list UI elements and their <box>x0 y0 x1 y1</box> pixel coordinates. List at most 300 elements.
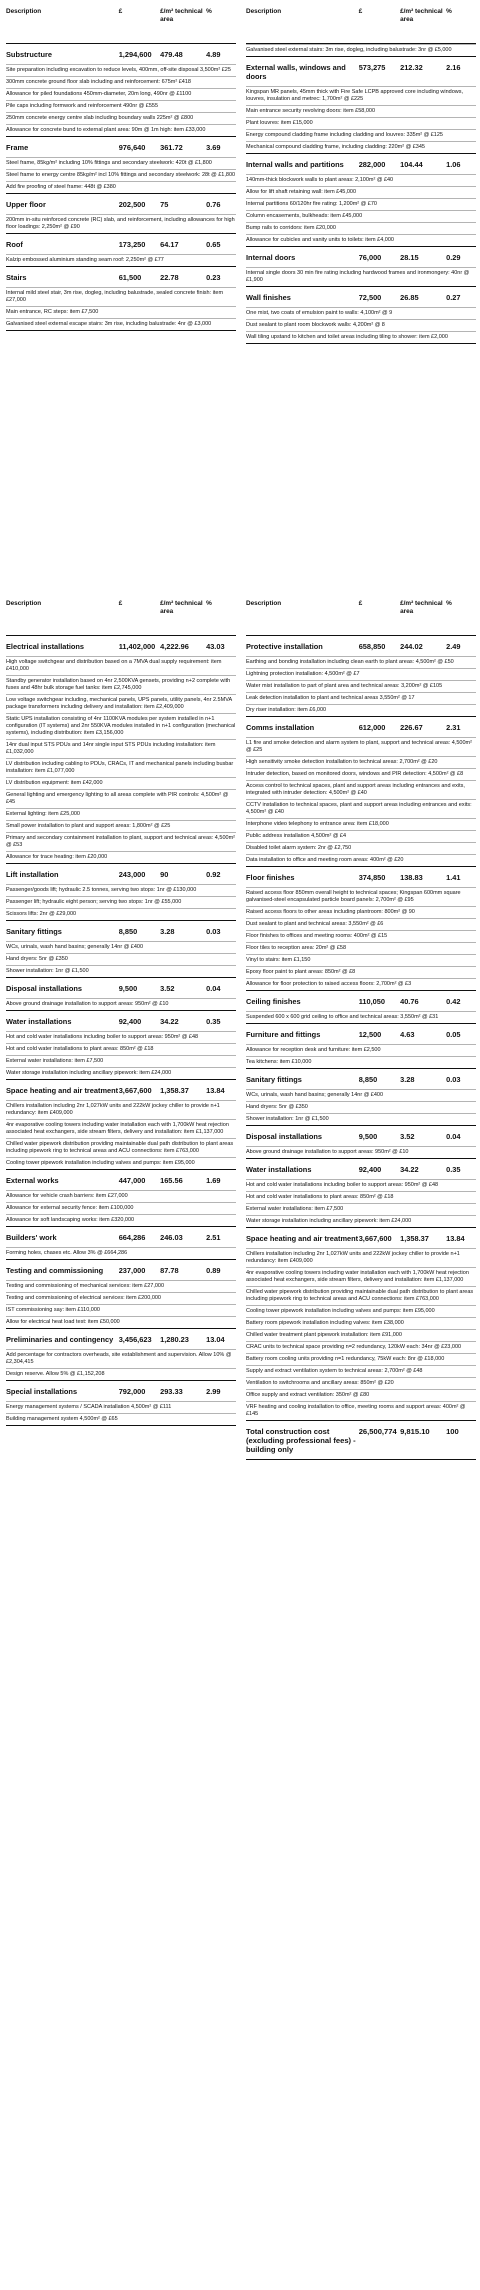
section-sanitary-fittings <box>246 1069 476 1126</box>
line-item: Chillers installation including 2nr 1,027kW units and 222kW jockey chiller to provide n+1 redundancy: item £409,000 <box>246 1248 476 1267</box>
line-item: Kalzip embossed aluminium standing seam roof: 2,250m² @ £77 <box>6 254 236 266</box>
section-cost: 3,667,600 <box>118 1086 152 1095</box>
line-item: 200mm in-situ reinforced concrete (RC) slab, and reinforcement, including allowances for high floor loadings: 2,250m² @ £90 <box>6 214 236 233</box>
section-rate: 28.15 <box>400 253 419 262</box>
section-name: Preliminaries and contingency <box>6 1335 114 1344</box>
section-percent: 0.03 <box>446 1075 461 1084</box>
section-water-installations <box>6 1011 236 1080</box>
section-summary-row <box>6 1011 236 1031</box>
section-ceiling-finishes <box>246 991 476 1024</box>
line-item: Battery room cooling units providing n=1 redundancy, 75kW each: 8nr @ £18,000 <box>246 1353 476 1365</box>
line-item: Mechanical compound cladding frame, including cladding: 220m² @ £345 <box>246 141 476 153</box>
section-summary-row <box>246 247 476 267</box>
section-water-installations <box>246 1159 476 1228</box>
section-rate: 64.17 <box>160 240 179 249</box>
section-cost: 374,850 <box>358 873 386 882</box>
line-item: Allowance for floor protection to raised access floors: 2,700m² @ £3 <box>246 978 476 990</box>
section-rate: 34.22 <box>400 1165 419 1174</box>
line-item: Steel frame, 85kg/m² including 10% fittings and secondary steelwork: 420t @ £1,800 <box>6 157 236 169</box>
section-cost: 8,850 <box>118 927 138 936</box>
section-percent: 0.27 <box>446 293 461 302</box>
section-name: Sanitary fittings <box>246 1075 302 1084</box>
line-item: Hand dryers: 5nr @ £350 <box>246 1101 476 1113</box>
block-2-right-column <box>246 592 476 1460</box>
line-item: General lighting and emergency lighting to all areas complete with PIR controls: 4,500m² @ £45 <box>6 789 236 808</box>
section-name: Frame <box>6 143 29 152</box>
section-rate: 293.33 <box>160 1387 183 1396</box>
section-summary-row <box>246 1421 476 1459</box>
section-name: Testing and commissioning <box>6 1266 104 1275</box>
section-cost: 9,500 <box>118 984 138 993</box>
line-item: LV distribution equipment: item £42,000 <box>6 777 236 789</box>
section-cost: 3,667,600 <box>358 1234 392 1243</box>
section-name: Water installations <box>246 1165 312 1174</box>
section-furniture-and-fittings <box>246 1024 476 1069</box>
section-rate: 90 <box>160 870 169 879</box>
section-rate: 34.22 <box>160 1017 179 1026</box>
section-percent: 0.35 <box>446 1165 461 1174</box>
header-rate: £/m² technical area <box>160 600 203 615</box>
section-continued <box>246 44 476 57</box>
section-summary-row <box>246 1159 476 1179</box>
header-percent: % <box>446 600 452 607</box>
section-name: Electrical installations <box>6 642 85 651</box>
section-cost: 202,500 <box>118 200 146 209</box>
header-cost: £ <box>118 600 123 607</box>
line-item: Raised access floors to other areas including plantroom: 800m² @ 90 <box>246 906 476 918</box>
line-item: Bump rails to corridors: item £20,000 <box>246 222 476 234</box>
section-summary-row <box>6 864 236 884</box>
line-item: 300mm concrete ground floor slab including and reinforcement: 675m² £418 <box>6 76 236 88</box>
line-item: Add fire proofing of steel frame: 448t @ £380 <box>6 181 236 193</box>
line-item: Galvanised steel external escape stairs: 3m rise, including balustrade: 4nr @ £3,000 <box>6 318 236 330</box>
section-percent: 43.03 <box>206 642 225 651</box>
section-name: Disposal installations <box>6 984 82 993</box>
section-summary-row <box>6 1329 236 1349</box>
table-header <box>6 0 236 44</box>
section-name: Builders' work <box>6 1233 57 1242</box>
section-percent: 0.92 <box>206 870 221 879</box>
section-summary-row <box>6 1080 236 1100</box>
line-item: Battery room pipework installation including valves: item £38,000 <box>246 1317 476 1329</box>
line-item: Static UPS installation consisting of 4nr 1100KVA modules per system installed in n+1 configuration (IT systems) and 2nr 550KVA modules installed in n+1 configuration (mechanical systems), including distribution: item £3,156,000 <box>6 713 236 739</box>
header-cost: £ <box>118 8 123 15</box>
line-item: Intruder detection, based on monitored doors, windows and PIR detection: 4,500m² @ £8 <box>246 768 476 780</box>
section-percent: 4.89 <box>206 50 221 59</box>
section-floor-finishes <box>246 867 476 991</box>
section-percent: 100 <box>446 1427 459 1436</box>
section-percent: 3.69 <box>206 143 221 152</box>
line-item: 140mm-thick blockwork walls to plant areas: 2,100m² @ £40 <box>246 174 476 186</box>
section-percent: 0.42 <box>446 997 461 1006</box>
line-item: CCTV installation to technical spaces, plant and support areas including entrances and exits: 4,500m² @ £40 <box>246 799 476 818</box>
section-disposal-installations <box>6 978 236 1011</box>
line-item: Ventilation to switchrooms and ancillary areas: 850m² @ £20 <box>246 1377 476 1389</box>
line-item: Allowance for trace heating: item £20,000 <box>6 851 236 863</box>
table-header <box>246 0 476 44</box>
line-item: WCs, urinals, wash hand basins; generally 14nr @ £400 <box>6 941 236 953</box>
line-item: Add percentage for contractors overheads, site establishment and supervision. Allow 10% @ £2,304,415 <box>6 1349 236 1368</box>
line-item: Shower installation: 1nr @ £1,500 <box>246 1113 476 1125</box>
line-item: Chilled water treatment plant pipework installation: item £91,000 <box>246 1329 476 1341</box>
section-summary-row <box>6 1260 236 1280</box>
line-item: VRF heating and cooling installation to office, meeting rooms and support areas: 400m² @ £145 <box>246 1401 476 1420</box>
section-name: Sanitary fittings <box>6 927 62 936</box>
line-item: Chilled water pipework distribution providing maintainable dual path distribution to plant areas including pipework ring to technical areas and ACU connections: item £763,000 <box>6 1138 236 1157</box>
block-1-left-column <box>6 0 236 331</box>
section-summary-row <box>6 1170 236 1190</box>
line-item: Allowance for cubicles and vanity units to toilets: item £4,000 <box>246 234 476 246</box>
section-rate: 212.32 <box>400 63 423 72</box>
section-percent: 0.89 <box>206 1266 221 1275</box>
header-rate: £/m² technical area <box>160 8 203 23</box>
section-name: Wall finishes <box>246 293 291 302</box>
line-item: Interphone video telephony to entrance area: item £18,000 <box>246 818 476 830</box>
header-percent: % <box>206 600 212 607</box>
table-header <box>6 592 236 636</box>
section-name: Space heating and air treatment <box>246 1234 359 1243</box>
line-item: High sensitivity smoke detection installation to technical areas: 2,700m² @ £20 <box>246 756 476 768</box>
section-rate: 104.44 <box>400 160 423 169</box>
line-item: Testing and commissioning of mechanical services: item £27,000 <box>6 1280 236 1292</box>
section-name: Internal walls and partitions <box>246 160 344 169</box>
block-1-right-column <box>246 0 476 344</box>
line-item: Dust sealant to plant and technical areas: 3,550m² @ £6 <box>246 918 476 930</box>
line-item: Earthing and bonding installation including clean earth to plant areas: 4,500m² @ £50 <box>246 656 476 668</box>
section-rate: 226.67 <box>400 723 423 732</box>
section-name: Space heating and air treatment <box>6 1086 119 1095</box>
section-percent: 13.84 <box>206 1086 225 1095</box>
line-item: Hot and cold water installations including boiler to support areas: 950m² @ £48 <box>6 1031 236 1043</box>
header-cost: £ <box>358 600 363 607</box>
line-item: External lighting: item £25,000 <box>6 808 236 820</box>
header-percent: % <box>446 8 452 15</box>
line-item: Small power installation to plant and support areas: 1,800m² @ £25 <box>6 820 236 832</box>
line-item: Passenger/goods lift; hydraulic 2.5 tonnes, serving two stops: 1nr @ £130,000 <box>6 884 236 896</box>
section-summary-row <box>6 921 236 941</box>
line-item: Public address installation 4,500m² @ £4 <box>246 830 476 842</box>
section-rate: 26.85 <box>400 293 419 302</box>
section-preliminaries-and-contingency <box>6 1329 236 1381</box>
section-total-construction-cost-excluding-professional-fees-building-only <box>246 1421 476 1460</box>
section-name: External walls, windows and doors <box>246 63 346 81</box>
line-item: Allowance for concrete bund to external plant area: 90m @ 1m high: item £33,000 <box>6 124 236 136</box>
section-cost: 173,250 <box>118 240 146 249</box>
section-summary-row <box>246 1069 476 1089</box>
line-item: Supply and extract ventilation system to technical areas: 2,700m² @ £48 <box>246 1365 476 1377</box>
line-item: Cooling tower pipework installation including valves and pumps: item £95,000 <box>6 1157 236 1169</box>
section-name: Comms installation <box>246 723 315 732</box>
section-cost: 9,500 <box>358 1132 378 1141</box>
line-item: Disabled toilet alarm system: 2nr @ £2,750 <box>246 842 476 854</box>
section-percent: 0.03 <box>206 927 221 936</box>
line-item: Chillers installation including 2nr 1,027kW units and 222kW jockey chiller to provide n+1 redundancy: item £409,000 <box>6 1100 236 1119</box>
section-rate: 1,280.23 <box>160 1335 189 1344</box>
section-rate: 22.78 <box>160 273 179 282</box>
header-description: Description <box>6 600 42 607</box>
section-summary-row <box>246 154 476 174</box>
section-name: Disposal installations <box>246 1132 322 1141</box>
section-rate: 138.83 <box>400 873 423 882</box>
section-summary-row <box>246 867 476 887</box>
table-header <box>246 592 476 636</box>
section-cost: 243,000 <box>118 870 146 879</box>
section-special-installations <box>6 1381 236 1426</box>
section-percent: 13.84 <box>446 1234 465 1243</box>
section-cost: 26,500,774 <box>358 1427 397 1436</box>
section-electrical-installations <box>6 636 236 864</box>
section-summary-row <box>246 1228 476 1248</box>
section-rate: 361.72 <box>160 143 183 152</box>
section-percent: 0.05 <box>446 1030 461 1039</box>
section-cost: 237,000 <box>118 1266 146 1275</box>
section-summary-row <box>6 1381 236 1401</box>
block-2-left-column <box>6 592 236 1426</box>
line-item: Internal mild steel stair, 3m rise, dogleg, including balustrade, sealed concrete finish: item £27,000 <box>6 287 236 306</box>
line-item: Hot and cold water installations including boiler to support areas: 950m² @ £48 <box>246 1179 476 1191</box>
section-cost: 110,050 <box>358 997 385 1006</box>
line-item: Floor finishes to offices and meeting rooms: 400m² @ £15 <box>246 930 476 942</box>
line-item: LV distribution including cabling to PDUs, CRACs, IT and mechanical panels including busbar installation: item £1,077,000 <box>6 758 236 777</box>
section-name: Special installations <box>6 1387 78 1396</box>
line-item: 250mm concrete energy centre slab including boundary walls 225m² @ £800 <box>6 112 236 124</box>
line-item: Steel frame to energy centre 85kg/m² incl 10% fittings and secondary steelwork: 28t @ £1,800 <box>6 169 236 181</box>
header-rate: £/m² technical area <box>400 600 443 615</box>
section-cost: 447,000 <box>118 1176 146 1185</box>
section-cost: 92,400 <box>358 1165 382 1174</box>
section-summary-row <box>246 287 476 307</box>
section-rate: 40.76 <box>400 997 419 1006</box>
line-item: Above ground drainage installation to support areas: 950m² @ £10 <box>6 998 236 1010</box>
line-item: Internal partitions 60/120hr fire rating: 1,200m² @ £70 <box>246 198 476 210</box>
line-item: Hand dryers: 5nr @ £350 <box>6 953 236 965</box>
line-item: Scissors lifts: 2nr @ £29,000 <box>6 908 236 920</box>
line-item: Standby generator installation based on 4nr 2,500KVA gensets, providing n+2 complete with fuses and 48hr bulk storage fuel tanks: item £2,745,000 <box>6 675 236 694</box>
section-cost: 8,850 <box>358 1075 378 1084</box>
line-item: IST commissioning say: item £110,000 <box>6 1304 236 1316</box>
section-percent: 0.23 <box>206 273 221 282</box>
section-cost: 92,400 <box>118 1017 142 1026</box>
line-item: Office supply and extract ventilation: 350m² @ £80 <box>246 1389 476 1401</box>
section-rate: 165.56 <box>160 1176 183 1185</box>
line-item: Low voltage switchgear including, mechanical panels, UPS panels, utility panels, 4nr 2.5MVA package transformers including delivery and installation: item £2,409,000 <box>6 694 236 713</box>
section-percent: 0.29 <box>446 253 461 262</box>
section-cost: 76,000 <box>358 253 382 262</box>
section-name: Lift installation <box>6 870 59 879</box>
section-upper-floor <box>6 194 236 234</box>
section-substructure <box>6 44 236 137</box>
section-rate: 4.63 <box>400 1030 415 1039</box>
line-item: Column encasements, bulkheads: item £45,000 <box>246 210 476 222</box>
line-item: 4nr evaporative cooling towers including water installation each with 1,700kW heat rejection associated heat exchangers, side stream filters, delivery and installation: item £1,137,000 <box>246 1267 476 1286</box>
section-summary-row <box>6 44 236 64</box>
section-summary-row <box>246 636 476 656</box>
line-item: Water storage installation including ancillary pipework: item £24,000 <box>246 1215 476 1227</box>
section-percent: 0.35 <box>206 1017 221 1026</box>
line-item: 4nr evaporative cooling towers including water installation each with 1,700kW heat rejection associated heat exchangers, side stream filters, delivery and installation: item £1,137,000 <box>6 1119 236 1138</box>
section-cost: 12,500 <box>358 1030 382 1039</box>
line-item: Hot and cold water installations to plant areas: 850m² @ £18 <box>246 1191 476 1203</box>
line-item: Internal single doors 30 min fire rating including hardwood frames and ironmongery: 40nr @ £1,900 <box>246 267 476 286</box>
section-summary-row <box>6 1227 236 1247</box>
line-item: Allowance for external security fence: item £100,000 <box>6 1202 236 1214</box>
section-sanitary-fittings <box>6 921 236 978</box>
section-cost: 658,850 <box>358 642 386 651</box>
section-summary-row <box>6 978 236 998</box>
section-comms-installation <box>246 717 476 867</box>
line-item: Water storage installation including ancillary pipework: item £24,000 <box>6 1067 236 1079</box>
section-rate: 3.28 <box>160 927 175 936</box>
header-rate: £/m² technical area <box>400 8 443 23</box>
section-percent: 1.06 <box>446 160 461 169</box>
section-name: Upper floor <box>6 200 46 209</box>
section-cost: 664,286 <box>118 1233 146 1242</box>
line-item: Suspended 600 x 600 grid ceiling to office and technical areas: 3,550m² @ £31 <box>246 1011 476 1023</box>
line-item: Energy management systems / SCADA installation 4,500m² @ £111 <box>6 1401 236 1413</box>
line-item: Hot and cold water installations to plant areas: 850m² @ £18 <box>6 1043 236 1055</box>
section-name: External works <box>6 1176 59 1185</box>
section-name: Stairs <box>6 273 27 282</box>
section-wall-finishes <box>246 287 476 344</box>
line-item: Above ground drainage installation to support areas: 950m² @ £10 <box>246 1146 476 1158</box>
section-name: Floor finishes <box>246 873 295 882</box>
section-percent: 2.31 <box>446 723 461 732</box>
section-percent: 2.99 <box>206 1387 221 1396</box>
section-rate: 3.28 <box>400 1075 415 1084</box>
section-frame <box>6 137 236 194</box>
line-item: Building management system 4,500m² @ £65 <box>6 1413 236 1425</box>
line-item: External water installations: item £7,500 <box>6 1055 236 1067</box>
line-item: Leak detection installation to plant and technical areas 3,550m² @ 17 <box>246 692 476 704</box>
header-description: Description <box>246 600 282 607</box>
line-item: Pile caps including formwork and reinforcement 490nr @ £555 <box>6 100 236 112</box>
line-item: Data installation to office and meeting room areas: 400m² @ £20 <box>246 854 476 866</box>
section-testing-and-commissioning <box>6 1260 236 1329</box>
section-space-heating-and-air-treatment <box>6 1080 236 1170</box>
section-external-works <box>6 1170 236 1227</box>
line-item: Shower installation: 1nr @ £1,500 <box>6 965 236 977</box>
line-item: Primary and secondary containment installation to plant, support and technical areas: 4,500m² @ £53 <box>6 832 236 851</box>
section-percent: 0.65 <box>206 240 221 249</box>
line-item: L1 fire and smoke detection and alarm system to plant, support and technical areas: 4,500m² @ £25 <box>246 737 476 756</box>
line-item: Access control to technical spaces, plant and support areas including entrances and exits, integrated with intruder detection: 4,500m² @ £40 <box>246 780 476 799</box>
line-item: Allowance for reception desk and furniture: item £2,500 <box>246 1044 476 1056</box>
line-item: WCs, urinals, wash hand basins; generally 14nr @ £400 <box>246 1089 476 1101</box>
section-protective-installation <box>246 636 476 717</box>
section-percent: 2.51 <box>206 1233 221 1242</box>
section-cost: 282,000 <box>358 160 386 169</box>
line-item: One mist, two coats of emulsion paint to walls: 4,100m² @ 9 <box>246 307 476 319</box>
section-space-heating-and-air-treatment <box>246 1228 476 1421</box>
line-item: Tea kitchens: item £10,000 <box>246 1056 476 1068</box>
line-item: External water installations: item £7,500 <box>246 1203 476 1215</box>
line-item: High voltage switchgear and distribution based on a 7MVA dual supply requirement: item £410,000 <box>6 656 236 675</box>
section-cost: 3,456,623 <box>118 1335 152 1344</box>
section-rate: 9,815.10 <box>400 1427 430 1436</box>
section-roof <box>6 234 236 267</box>
line-item: CRAC units to technical space providing n=2 redundancy, 120kW each: 34nr @ £23,000 <box>246 1341 476 1353</box>
section-rate: 87.78 <box>160 1266 179 1275</box>
line-item: Chilled water pipework distribution providing maintainable dual path distribution to plant areas including pipework ring to technical areas and ACU connections: item £763,000 <box>246 1286 476 1305</box>
line-item: Galvanised steel external stairs: 3m rise, dogleg, including balustrade: 3nr @ £5,000 <box>246 44 476 56</box>
section-rate: 4,222.96 <box>160 642 189 651</box>
section-name: Furniture and fittings <box>246 1030 321 1039</box>
line-item: Lightning protection installation: 4,500m² @ £7 <box>246 668 476 680</box>
section-name: Internal doors <box>246 253 296 262</box>
section-cost: 976,640 <box>118 143 146 152</box>
section-name: Total construction cost (excluding professional fees) - building only <box>246 1427 356 1454</box>
section-summary-row <box>6 267 236 287</box>
line-item: Energy compound cladding frame including cladding and louvres: 335m² @ £125 <box>246 129 476 141</box>
section-summary-row <box>246 1126 476 1146</box>
section-cost: 11,402,000 <box>118 642 156 651</box>
section-name: Water installations <box>6 1017 72 1026</box>
section-cost: 72,500 <box>358 293 382 302</box>
line-item: Forming holes, chases etc. Allow 3% @ £664,286 <box>6 1247 236 1259</box>
header-percent: % <box>206 8 212 15</box>
line-item: Vinyl to stairs: item £1,150 <box>246 954 476 966</box>
section-rate: 1,358.37 <box>400 1234 429 1243</box>
line-item: Main entrance security revolving doors: item £58,000 <box>246 105 476 117</box>
header-cost: £ <box>358 8 363 15</box>
line-item: Allow for electrical heat load test: item £50,000 <box>6 1316 236 1328</box>
line-item: Passenger lift; hydraulic eight person; serving two stops: 1nr @ £55,000 <box>6 896 236 908</box>
line-item: Raised access floor 850mm overall height to technical spaces; Kingspan 600mm square galvanised-steel encapsulated particle board panels: 2,700m² @ £95 <box>246 887 476 906</box>
section-percent: 0.04 <box>206 984 221 993</box>
line-item: Kingspan MR panels, 45mm thick with Fire Safe LCPB approved core including windows, louvres, insulation and metrec: 1,700m² @ £225 <box>246 86 476 105</box>
section-internal-doors <box>246 247 476 287</box>
section-disposal-installations <box>246 1126 476 1159</box>
section-percent: 2.16 <box>446 63 461 72</box>
section-percent: 13.04 <box>206 1335 225 1344</box>
section-rate: 244.02 <box>400 642 423 651</box>
section-rate: 246.03 <box>160 1233 183 1242</box>
section-name: Substructure <box>6 50 52 59</box>
section-rate: 3.52 <box>400 1132 415 1141</box>
section-name: Ceiling finishes <box>246 997 301 1006</box>
section-summary-row <box>6 137 236 157</box>
line-item: Cooling tower pipework installation including valves and pumps: item £95,000 <box>246 1305 476 1317</box>
section-name: Protective installation <box>246 642 323 651</box>
header-description: Description <box>246 8 282 15</box>
line-item: Site preparation including excavation to reduce levels, 400mm, off-site disposal 3,500m² £25 <box>6 64 236 76</box>
section-name: Roof <box>6 240 23 249</box>
section-rate: 3.52 <box>160 984 175 993</box>
line-item: Allowance for vehicle crash barriers: item £27,000 <box>6 1190 236 1202</box>
section-summary-row <box>246 1024 476 1044</box>
section-rate: 479.48 <box>160 50 183 59</box>
section-rate: 1,358.37 <box>160 1086 189 1095</box>
section-cost: 792,000 <box>118 1387 146 1396</box>
section-percent: 0.04 <box>446 1132 461 1141</box>
section-summary-row <box>246 717 476 737</box>
section-summary-row <box>6 194 236 214</box>
section-cost: 573,275 <box>358 63 386 72</box>
section-stairs <box>6 267 236 331</box>
section-cost: 1,294,600 <box>118 50 152 59</box>
section-internal-walls-and-partitions <box>246 154 476 247</box>
line-item: 14nr dual input STS PDUs and 14nr single input STS PDUs including installation: item £1,032,000 <box>6 739 236 758</box>
section-summary-row <box>246 991 476 1011</box>
line-item: Water mist installation to part of plant area and technical areas: 3,200m² @ £105 <box>246 680 476 692</box>
section-lift-installation <box>6 864 236 921</box>
line-item: Main entrance, RC steps: item £7,500 <box>6 306 236 318</box>
section-summary-row <box>246 57 476 86</box>
section-percent: 0.76 <box>206 200 221 209</box>
line-item: Allow for lift shaft retaining wall: item £45,000 <box>246 186 476 198</box>
line-item: Epoxy floor paint to plant areas: 850m² @ £8 <box>246 966 476 978</box>
line-item: Testing and commissioning of electrical services: item £200,000 <box>6 1292 236 1304</box>
